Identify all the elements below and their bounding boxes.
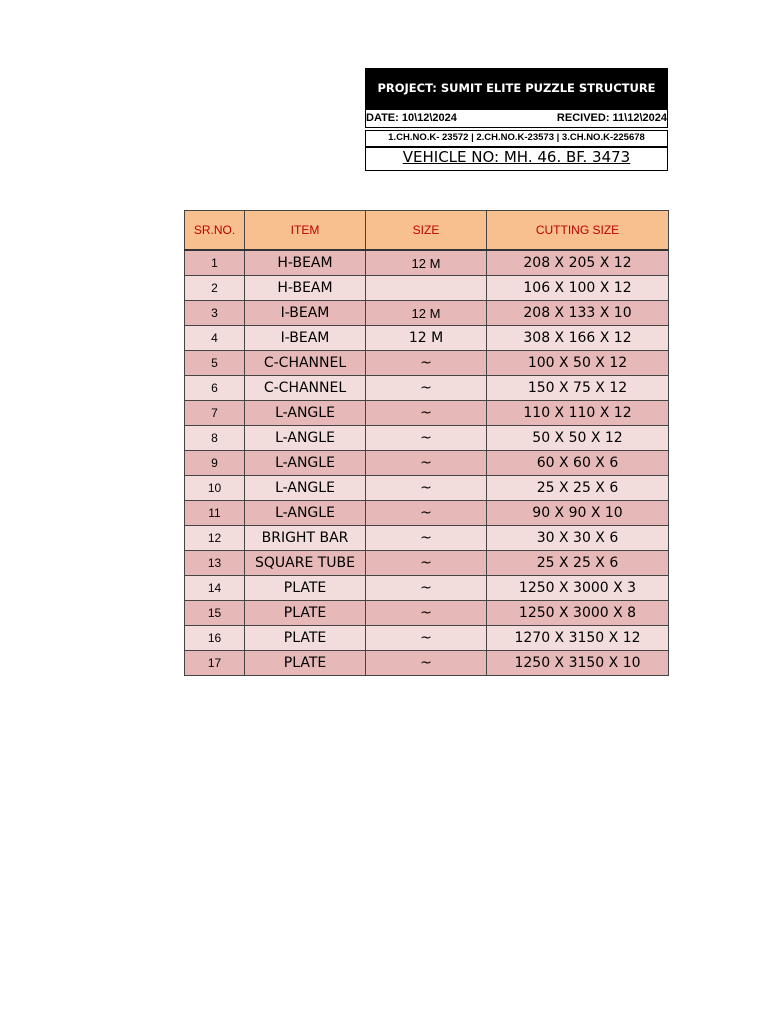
sr-no-cell: 11: [185, 501, 245, 526]
size-cell: ~: [366, 576, 487, 601]
header-cutting-size: CUTTING SIZE: [487, 211, 669, 251]
table-row: [185, 451, 669, 476]
item-cell: L-ANGLE: [245, 426, 366, 451]
size-cell: ~: [366, 426, 487, 451]
item-cell: L-ANGLE: [245, 476, 366, 501]
vehicle-row: [365, 147, 668, 171]
item-cell: PLATE: [245, 601, 366, 626]
header-sr-no: SR.NO.: [185, 211, 245, 251]
item-cell: PLATE: [245, 651, 366, 676]
size-cell: ~: [366, 401, 487, 426]
vehicle-number: VEHICLE NO: MH. 46. BF. 3473: [402, 148, 631, 166]
sr-no-cell: 3: [185, 301, 245, 326]
cutting-size-cell: 50 X 50 X 12: [487, 426, 669, 451]
table-row: [185, 376, 669, 401]
item-cell: H-BEAM: [245, 276, 366, 301]
cutting-size-cell: 1250 X 3000 X 3: [487, 576, 669, 601]
project-title-band: [365, 68, 668, 109]
item-cell: I-BEAM: [245, 326, 366, 351]
cutting-size-cell: 1250 X 3000 X 8: [487, 601, 669, 626]
table-row: [185, 401, 669, 426]
size-cell: ~: [366, 601, 487, 626]
size-cell: ~: [366, 526, 487, 551]
cutting-size-cell: 25 X 25 X 6: [487, 551, 669, 576]
size-cell: ~: [366, 376, 487, 401]
cutting-size-cell: 60 X 60 X 6: [487, 451, 669, 476]
header-size: SIZE: [366, 211, 487, 251]
sr-no-cell: 14: [185, 576, 245, 601]
table-row: [185, 250, 669, 276]
cutting-size-cell: 208 X 205 X 12: [487, 250, 669, 276]
cutting-size-cell: 308 X 166 X 12: [487, 326, 669, 351]
table-header-row: [185, 211, 669, 251]
table-row: [185, 276, 669, 301]
header-item: ITEM: [245, 211, 366, 251]
size-cell: 12 M: [366, 250, 487, 276]
cutting-size-cell: 30 X 30 X 6: [487, 526, 669, 551]
sr-no-cell: 10: [185, 476, 245, 501]
project-title: PROJECT: SUMIT ELITE PUZZLE STRUCTURE: [377, 81, 656, 95]
item-cell: L-ANGLE: [245, 451, 366, 476]
sr-no-cell: 13: [185, 551, 245, 576]
item-cell: L-ANGLE: [245, 501, 366, 526]
cutting-size-cell: 1250 X 3150 X 10: [487, 651, 669, 676]
sr-no-cell: 2: [185, 276, 245, 301]
cutting-size-cell: 1270 X 3150 X 12: [487, 626, 669, 651]
sr-no-cell: 12: [185, 526, 245, 551]
sr-no-cell: 15: [185, 601, 245, 626]
cutting-size-cell: 100 X 50 X 12: [487, 351, 669, 376]
size-cell: 12 M: [366, 301, 487, 326]
size-cell: [366, 276, 487, 301]
table-row: [185, 601, 669, 626]
table-row: [185, 651, 669, 676]
table-row: [185, 576, 669, 601]
sr-no-cell: 8: [185, 426, 245, 451]
sr-no-cell: 9: [185, 451, 245, 476]
size-cell: ~: [366, 651, 487, 676]
sr-no-cell: 17: [185, 651, 245, 676]
size-cell: ~: [366, 551, 487, 576]
item-cell: H-BEAM: [245, 250, 366, 276]
cutting-size-cell: 150 X 75 X 12: [487, 376, 669, 401]
item-cell: BRIGHT BAR: [245, 526, 366, 551]
sr-no-cell: 7: [185, 401, 245, 426]
dispatch-date: DATE: 10\12\2024: [366, 112, 457, 124]
table-row: [185, 426, 669, 451]
challan-numbers: 1.CH.NO.K- 23572 | 2.CH.NO.K-23573 | 3.CH.NO.K-225678: [388, 132, 645, 143]
item-cell: SQUARE TUBE: [245, 551, 366, 576]
table-row: [185, 501, 669, 526]
cutting-size-cell: 208 X 133 X 10: [487, 301, 669, 326]
item-cell: PLATE: [245, 626, 366, 651]
cutting-size-cell: 110 X 110 X 12: [487, 401, 669, 426]
table-row: [185, 326, 669, 351]
size-cell: ~: [366, 451, 487, 476]
dates-row: [365, 109, 668, 128]
cutting-size-cell: 90 X 90 X 10: [487, 501, 669, 526]
size-cell: 12 M: [366, 326, 487, 351]
table-row: [185, 551, 669, 576]
cutting-size-cell: 25 X 25 X 6: [487, 476, 669, 501]
table-row: [185, 476, 669, 501]
sr-no-cell: 16: [185, 626, 245, 651]
item-cell: C-CHANNEL: [245, 351, 366, 376]
challan-numbers-row: [365, 130, 668, 147]
size-cell: ~: [366, 351, 487, 376]
size-cell: ~: [366, 501, 487, 526]
cutting-size-cell: 106 X 100 X 12: [487, 276, 669, 301]
cutting-size-table: [184, 210, 669, 676]
size-cell: ~: [366, 626, 487, 651]
document-header: [365, 68, 668, 171]
item-cell: PLATE: [245, 576, 366, 601]
sr-no-cell: 1: [185, 250, 245, 276]
sr-no-cell: 4: [185, 326, 245, 351]
received-date: RECIVED: 11\12\2024: [556, 112, 667, 124]
size-cell: ~: [366, 476, 487, 501]
table-row: [185, 301, 669, 326]
table-row: [185, 351, 669, 376]
sr-no-cell: 5: [185, 351, 245, 376]
item-cell: I-BEAM: [245, 301, 366, 326]
item-cell: C-CHANNEL: [245, 376, 366, 401]
sr-no-cell: 6: [185, 376, 245, 401]
table-row: [185, 526, 669, 551]
item-cell: L-ANGLE: [245, 401, 366, 426]
table-row: [185, 626, 669, 651]
